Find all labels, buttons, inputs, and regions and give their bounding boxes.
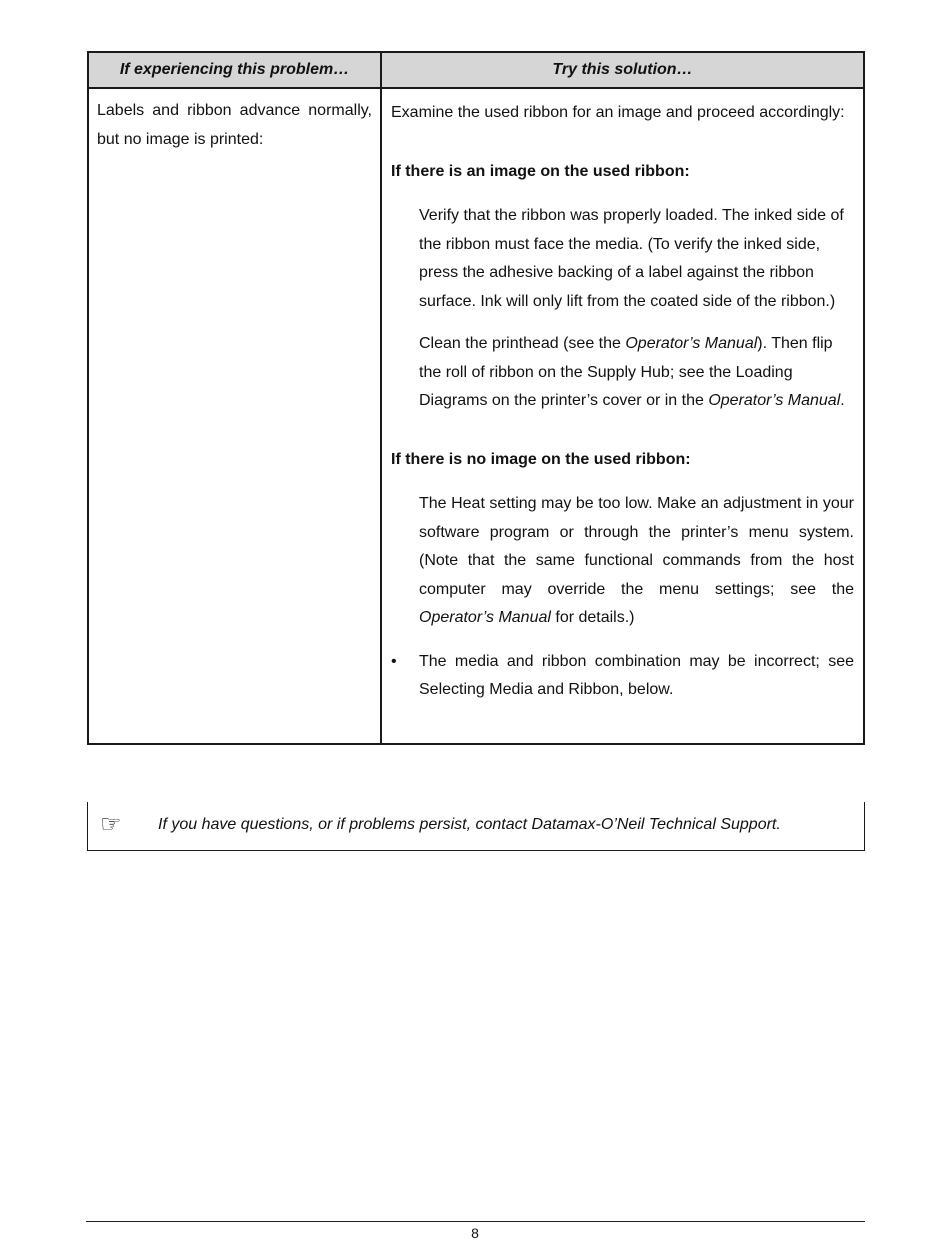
- media-combination-text: The media and ribbon combination may be incorrect; see Selecting Media and Ribbon, below.: [419, 652, 854, 698]
- solution-cell: [381, 88, 864, 744]
- heat-text-2: for details.): [550, 609, 635, 626]
- table-header-row: [88, 52, 864, 88]
- heat-setting-paragraph: [391, 490, 854, 633]
- media-combination-bullet: [391, 648, 854, 705]
- clean-text-1: Clean the printhead (see the: [419, 335, 626, 352]
- support-note-text: If you have questions, or if problems persist, contact Datamax-O’Neil Technical Support.: [158, 816, 781, 833]
- solution-intro: Examine the used ribbon for an image and proceed accordingly:: [391, 104, 845, 121]
- footer-divider: [86, 1221, 865, 1222]
- problem-column-header: If experiencing this problem…: [88, 52, 381, 88]
- support-note: [87, 802, 865, 851]
- no-image-on-ribbon-heading: If there is no image on the used ribbon:: [391, 450, 691, 468]
- solution-column-header: Try this solution…: [381, 52, 864, 88]
- verify-ribbon-paragraph: Verify that the ribbon was properly loaded. The inked side of the ribbon must face the media. (To verify the inked side, press the adhesive backing of a label against the ribbon surface. Ink will only lift from the coated side of the ribbon.): [419, 207, 844, 310]
- table-row: [88, 88, 864, 744]
- clean-printhead-paragraph: [391, 330, 854, 416]
- bullet-icon: •: [391, 652, 397, 670]
- troubleshooting-table: [87, 51, 865, 745]
- page-number: 8: [471, 1225, 479, 1241]
- operators-manual-ref: Operator’s Manual: [708, 392, 841, 409]
- pointing-hand-icon: ☞: [100, 810, 122, 838]
- operators-manual-ref: Operator’s Manual: [625, 335, 758, 352]
- heat-text-1: The Heat setting may be too low. Make an adjustment in your software program or through the printer’s menu system. (Note that the same functional commands from the host computer may override the menu settings; see the: [419, 495, 854, 598]
- problem-cell: Labels and ribbon advance normally, but no image is printed:: [88, 88, 381, 744]
- clean-text-end: .: [840, 392, 845, 409]
- operators-manual-ref: Operator’s Manual: [419, 609, 551, 626]
- image-on-ribbon-heading: If there is an image on the used ribbon:: [391, 162, 690, 180]
- clean-text-2: ). Then flip the roll of ribbon on the Supply Hub; see the Loading Diagrams on the printer’s cover or in the: [419, 335, 833, 409]
